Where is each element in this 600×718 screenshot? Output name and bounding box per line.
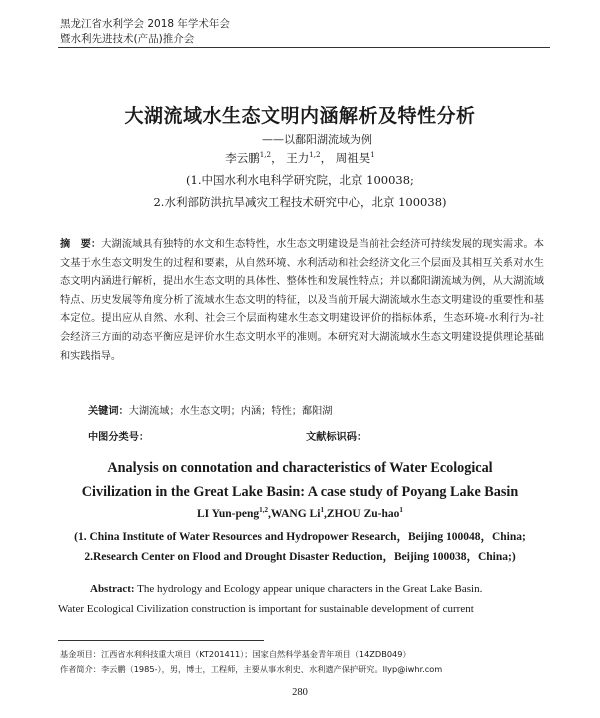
english-author-name: LI Yun-peng <box>197 508 260 520</box>
english-author-list <box>0 508 600 520</box>
doc-code-label: 文献标识码： <box>306 432 368 443</box>
document-code <box>306 428 367 443</box>
english-abstract-label: Abstract: <box>90 583 135 595</box>
english-affiliation-2: 2.Research Center on Flood and Drought Disaster Reduction，Beijing 100038，China;) <box>84 551 516 563</box>
clc-label: 中图分类号： <box>88 432 150 443</box>
english-author-separator: , <box>324 508 327 520</box>
english-title-line1: Analysis on connotation and characteristics of Water Ecological <box>107 460 493 476</box>
english-author-name: ZHOU Zu-hao <box>326 508 400 520</box>
affiliation-1: (1.中国水利水电科学研究院，北京 100038; <box>186 173 414 187</box>
clc-number <box>88 428 149 443</box>
page-number: 280 <box>292 687 308 698</box>
footnote-fund: 基金项目：江西省水利科技重大项目（KT201411）；国家自然科学基金青年项目（14ZDB049） <box>60 649 411 659</box>
author-affiliation-mark: 1,2 <box>259 150 272 160</box>
english-author-name: WANG Li <box>270 508 321 520</box>
english-author-mark: 1 <box>399 506 403 515</box>
author-name: 王力 <box>286 151 310 165</box>
author-affiliation-mark: 1 <box>370 150 375 160</box>
author-name: 周祖昊 <box>335 151 371 165</box>
keywords-cn-label: 关键词： <box>88 406 129 417</box>
author-name: 李云鹏 <box>225 151 260 165</box>
english-affiliation-1: (1. China Institute of Water Resources and Hydropower Research，Beijing 100048，China; <box>74 531 526 543</box>
paper-title: 大湖流域水生态文明内涵解析及特性分析 <box>124 105 476 127</box>
header-rule <box>58 47 550 48</box>
author-list: 李云鹏$^{1,2}$， 王力$^{1,2}$， 周祖昊$^1$ <box>225 150 375 165</box>
abstract-cn <box>60 236 544 366</box>
proceedings-header-line1: 黑龙江省水利学会 2018 年学术年会 <box>60 18 230 30</box>
footnote-rule <box>58 640 264 641</box>
abstract-cn-text: 大湖流域具有独特的水文和生态特性，水生态文明建设是当前社会经济可持续发展的现实需求。本文基于水生态文明发生的过程和要素，从自然环境、水利活动和社会经济文化三个层面及其相互关系对水生态文明内涵进行解析，提出水生态文明的具体性、整体性和发展性特点；并以鄱阳湖流域为例，从大湖流域特点、历史发展等角度分析了流域水生态文明的特征，以及当前开展大湖流域水生态文明建设的重要性和基本定位。提出应从自然、水利、社会三个层面构建水生态文明建设评价的指标体系，生态环境-水利行为-社会经济三方面的动态平衡应是评价水生态文明水平的准则。本研究对大湖流域水生态文明建设提供理论基础和实践指导。 <box>60 239 544 362</box>
keywords-cn-text: 大湖流域；水生态文明；内涵；特性；鄱阳湖 <box>128 406 333 417</box>
paper-subtitle: ——以鄱阳湖流域为例 <box>262 133 372 146</box>
footnote-author-bio: 作者简介：李云鹏（1985-），男，博士，工程师，主要从事水利史、水利遗产保护研究。llyp@iwhr.com <box>60 664 443 674</box>
proceedings-header-line2: 暨水利先进技术(产品)推介会 <box>60 33 195 45</box>
author-affiliation-mark: 1,2 <box>309 150 321 160</box>
english-author-separator: , <box>268 508 271 520</box>
english-author-mark: 1,2 <box>259 506 269 515</box>
english-abstract-line2: Water Ecological Civilization construction is important for sustainable development of current <box>58 603 474 615</box>
english-abstract-text: The hydrology and Ecology appear unique characters in the Great Lake Basin. <box>137 583 483 595</box>
english-title-line2: Civilization in the Great Lake Basin: A case study of Poyang Lake Basin <box>81 484 519 500</box>
english-author-mark: 1 <box>320 506 324 515</box>
abstract-cn-label: 摘 要： <box>60 239 102 250</box>
english-abstract-line1 <box>90 583 482 595</box>
keywords-cn <box>88 402 333 417</box>
affiliation-2: 2.水利部防洪抗旱减灾工程技术研究中心，北京 100038) <box>153 195 447 209</box>
